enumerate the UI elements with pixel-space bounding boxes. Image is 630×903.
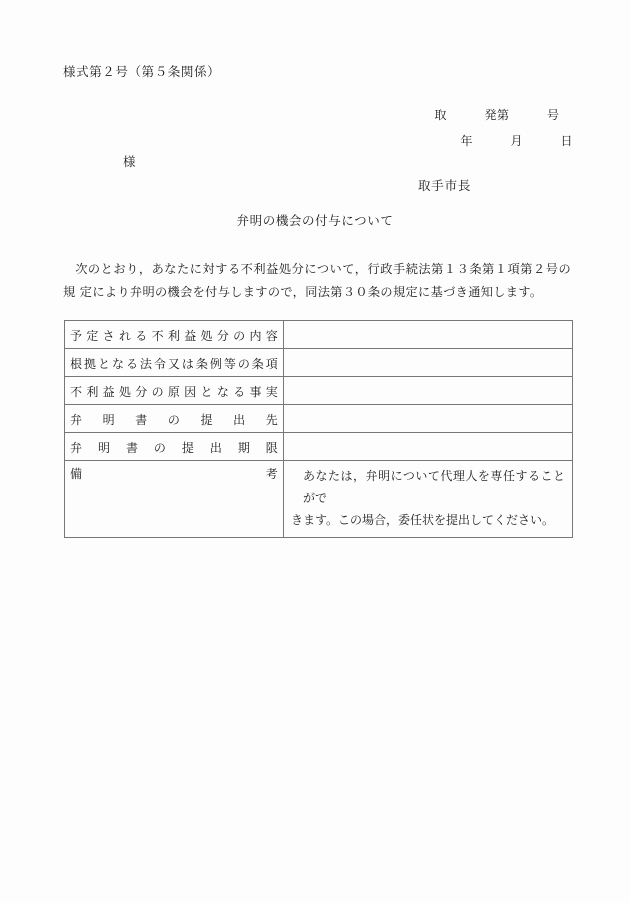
form-id-label: 様式第２号（第５条関係）	[63, 64, 221, 79]
row-value-submission-deadline[interactable]	[284, 433, 573, 461]
row-label-disposition-content: 予定される不利益処分の内容	[65, 321, 284, 349]
row-label-submission-deadline: 弁明書の提出期限	[65, 433, 284, 461]
row-value-cause-facts[interactable]	[284, 377, 573, 405]
issuer-name: 取手市長	[418, 178, 472, 193]
row-value-remarks	[284, 461, 573, 538]
document-date-line: 年 月 日	[460, 134, 573, 148]
table-row-remarks	[65, 461, 573, 538]
row-value-submission-destination[interactable]	[284, 405, 573, 433]
body-line-2: 定により弁明の機会を付与しますので，同法第３０条の規定に基づき通知します。	[79, 285, 543, 299]
row-label-submission-destination: 弁明書の提出先	[65, 405, 284, 433]
table-row	[65, 321, 573, 349]
table-row	[65, 405, 573, 433]
document-title: 弁明の機会の付与について	[236, 213, 394, 228]
table-row	[65, 349, 573, 377]
row-label-legal-basis: 根拠となる法令又は条例等の条項	[65, 349, 284, 377]
body-paragraph	[63, 258, 571, 304]
table-row	[65, 377, 573, 405]
notice-details-table	[64, 320, 573, 538]
row-label-remarks: 備考	[65, 461, 284, 538]
row-label-cause-facts: 不利益処分の原因となる事実	[65, 377, 284, 405]
remarks-line-1: あなたは，弁明について代理人を専任することがで	[303, 469, 565, 505]
remarks-line-2: きます。この場合，委任状を提出してください。	[291, 513, 555, 527]
row-value-legal-basis[interactable]	[284, 349, 573, 377]
document-meta-block	[434, 106, 573, 149]
addressee-honorific: 様	[123, 154, 137, 169]
document-number-line: 取 発第 号	[434, 108, 560, 122]
row-value-disposition-content[interactable]	[284, 321, 573, 349]
body-line-1: 次のとおり，あなたに対する不利益処分について，行政手続法第１３条第１項第２号の規	[63, 262, 571, 299]
table-row	[65, 433, 573, 461]
